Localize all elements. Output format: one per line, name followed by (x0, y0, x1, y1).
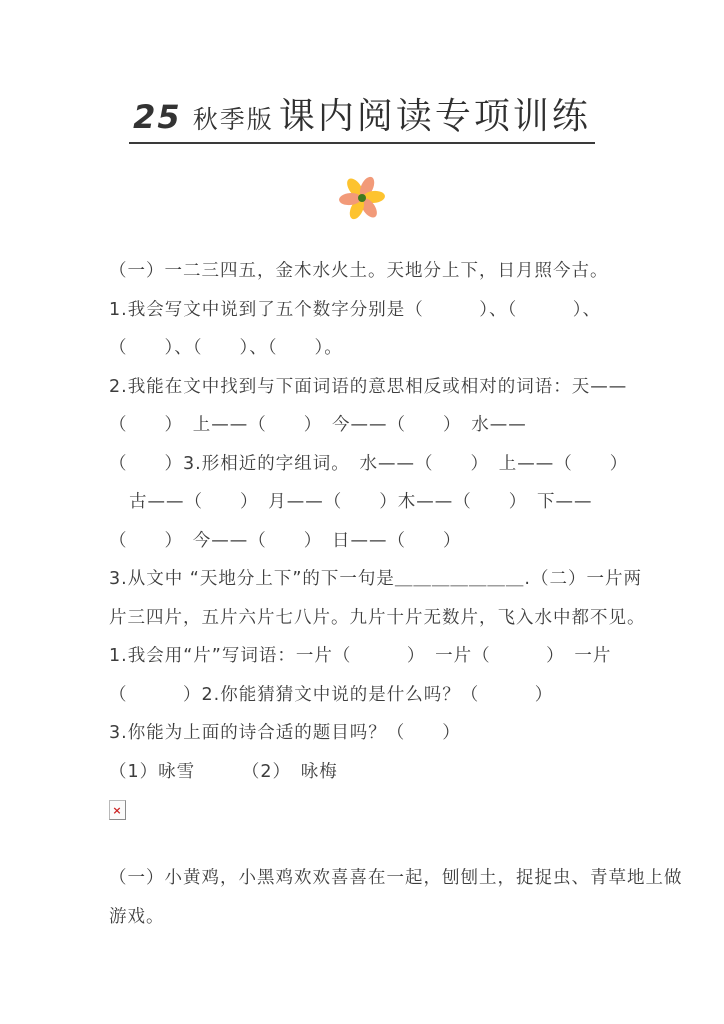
text-line: 3.你能为上面的诗合适的题目吗？（ ） (109, 723, 461, 743)
text-line: 古——（ ） 月——（ ）木——（ ） 下—— (129, 492, 593, 512)
text-line: （ ）2.你能猜猜文中说的是什么吗？（ ） (109, 684, 554, 705)
text-line: 游戏。 (109, 906, 165, 927)
page-title (0, 88, 724, 144)
flower-icon (338, 174, 386, 222)
exercise-content (109, 252, 683, 936)
text-line: 2.我能在文中找到与下面词语的意思相反或相对的词语：天—— (109, 376, 628, 397)
text-line: 1.我会用“片”写词语：一片（ ） 一片（ ） 一片 (109, 646, 612, 666)
text-line: 1.我会写文中说到了五个数字分别是（ ）、（ ）、 (109, 299, 601, 320)
title-number: 25 (133, 98, 182, 136)
text-line: （ ）3.形相近的字组词。 水——（ ） 上——（ ） (109, 453, 629, 474)
flower-decoration (0, 174, 724, 226)
broken-image-row (109, 791, 623, 829)
text-line: （ ） 今——（ ） 日——（ ） (109, 530, 462, 551)
page-title-underlined (129, 88, 595, 144)
text-line: （ ） 上——（ ） 今——（ ） 水—— (109, 415, 527, 435)
broken-image-icon: × (109, 800, 126, 820)
title-edition: 秋季版 (192, 105, 274, 134)
text-line: （1）咏雪 （2） 咏梅 (109, 761, 338, 782)
text-line: （一）小黄鸡，小黑鸡欢欢喜喜在一起，刨刨土，捉捉虫、青草地上做 (109, 868, 683, 888)
text-line: （ ）、（ ）、（ ）。 (109, 338, 343, 358)
title-main-text: 课内阅读专项训练 (278, 96, 591, 137)
text-line: （一）一二三四五，金木水火土。天地分上下，日月照今古。 (109, 261, 609, 281)
text-line: 片三四片，五片六片七八片。九片十片无数片，飞入水中都不见。 (109, 607, 646, 628)
text-line: 3.从文中 “天地分上下”的下一句是＿＿＿＿＿＿＿.（二）一片两 (109, 569, 642, 589)
